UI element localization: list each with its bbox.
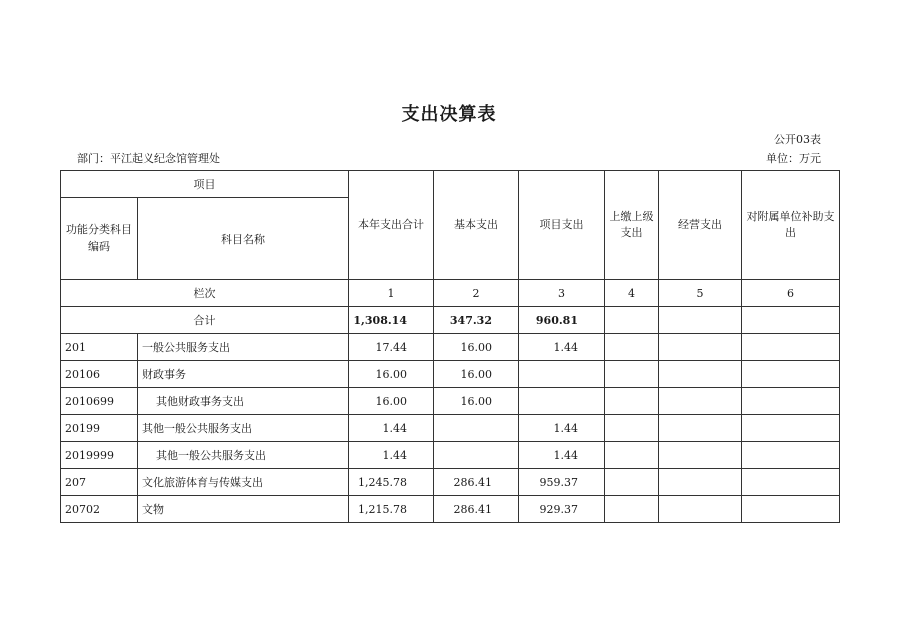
col-number: 1 [349,280,434,307]
expenditure-table [60,170,840,523]
header-col-project: 项目支出 [519,171,605,280]
header-func-code: 功能分类科目编码 [61,198,138,280]
table-header [61,171,840,307]
row-value [434,415,519,442]
page-title: 支出决算表 [401,104,497,125]
row-value: 929.37 [519,496,605,523]
row-value [742,442,840,469]
total-label: 合计 [61,307,349,334]
row-label: 栏次 [61,280,349,307]
total-value: 347.32 [434,307,519,334]
row-value: 16.00 [434,361,519,388]
row-value: 16.00 [434,334,519,361]
row-value: 286.41 [434,496,519,523]
table-row [61,442,840,469]
row-value [659,334,742,361]
row-value: 1.44 [519,442,605,469]
row-value: 1.44 [349,442,434,469]
row-value [605,415,659,442]
total-value [659,307,742,334]
header-col-remit: 上缴上级支出 [605,171,659,280]
row-value [659,496,742,523]
table-row [61,361,840,388]
row-code: 20702 [61,496,138,523]
row-value: 16.00 [434,388,519,415]
row-value [605,334,659,361]
row-subject-name: 其他一般公共服务支出 [138,415,349,442]
data-rows [61,334,840,523]
row-value: 1.44 [519,334,605,361]
table-body [61,307,840,334]
row-value [742,469,840,496]
row-subject-name: 一般公共服务支出 [138,334,349,361]
row-value [742,415,840,442]
row-value: 1,245.78 [349,469,434,496]
unit-label: 单位：万元 [766,152,821,165]
row-value [605,361,659,388]
row-value [519,388,605,415]
row-value [605,388,659,415]
row-value: 286.41 [434,469,519,496]
table-row [61,415,840,442]
row-value [742,334,840,361]
row-value [742,361,840,388]
row-value [659,415,742,442]
header-col-total: 本年支出合计 [349,171,434,280]
row-subject-name: 财政事务 [138,361,349,388]
table-row [61,469,840,496]
row-value: 1.44 [349,415,434,442]
row-value: 1,215.78 [349,496,434,523]
table-row [61,496,840,523]
row-code: 2010699 [61,388,138,415]
row-value [605,496,659,523]
total-value [605,307,659,334]
row-code: 20199 [61,415,138,442]
total-value: 960.81 [519,307,605,334]
header-project: 项目 [61,171,349,198]
header-col-subsidy: 对附属单位补助支出 [742,171,840,280]
row-value [434,442,519,469]
total-value: 1,308.14 [349,307,434,334]
row-subject-name: 其他财政事务支出 [138,388,349,415]
table-row [61,334,840,361]
row-value [659,469,742,496]
row-subject-name: 文物 [138,496,349,523]
col-number: 5 [659,280,742,307]
row-value [605,469,659,496]
col-number: 4 [605,280,659,307]
row-value: 1.44 [519,415,605,442]
col-number: 6 [742,280,840,307]
row-code: 2019999 [61,442,138,469]
col-number: 2 [434,280,519,307]
table-row [61,388,840,415]
row-value: 17.44 [349,334,434,361]
form-code: 公开03表 [774,133,821,146]
row-value [742,388,840,415]
row-value [659,442,742,469]
header-subject-name: 科目名称 [138,198,349,280]
total-value [742,307,840,334]
total-row [61,307,840,334]
col-number: 3 [519,280,605,307]
row-value [519,361,605,388]
department-label: 部门：平江起义纪念馆管理处 [77,152,220,165]
row-code: 20106 [61,361,138,388]
row-code: 207 [61,469,138,496]
row-code: 201 [61,334,138,361]
row-value [659,361,742,388]
row-value [659,388,742,415]
row-value: 16.00 [349,388,434,415]
row-value: 16.00 [349,361,434,388]
header-col-basic: 基本支出 [434,171,519,280]
row-value: 959.37 [519,469,605,496]
column-number-row [61,280,840,307]
header-col-operation: 经营支出 [659,171,742,280]
row-value [605,442,659,469]
row-subject-name: 其他一般公共服务支出 [138,442,349,469]
row-value [742,496,840,523]
row-subject-name: 文化旅游体育与传媒支出 [138,469,349,496]
